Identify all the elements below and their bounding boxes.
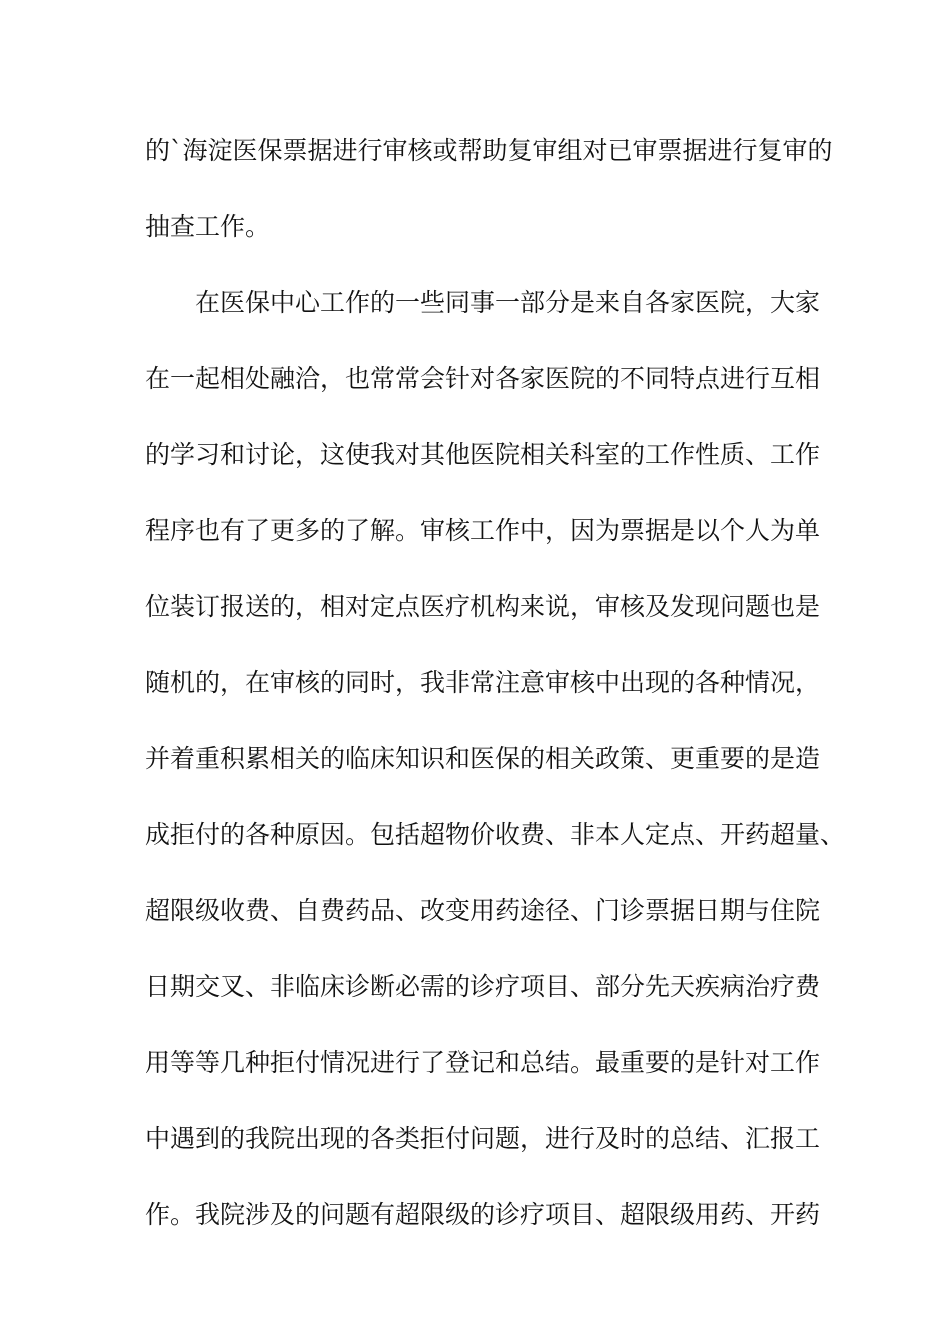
text-line: 超限级收费、自费药品、改变用药途径、门诊票据日期与住院 (145, 896, 821, 925)
document-body (145, 132, 846, 1272)
text-line: 在一起相处融洽，也常常会针对各家医院的不同特点进行互相 (145, 364, 821, 393)
text-line: 作。我院涉及的问题有超限级的诊疗项目、超限级用药、开药 (145, 1200, 821, 1229)
paragraph-start-line: 在医保中心工作的一些同事一部分是来自各家医院，大家 (195, 288, 821, 317)
text-line: 程序也有了更多的了解。审核工作中，因为票据是以个人为单 (145, 516, 821, 545)
text-line: 中遇到的我院出现的各类拒付问题，进行及时的总结、汇报工 (145, 1124, 821, 1153)
text-line: 的`海淀医保票据进行审核或帮助复审组对已审票据进行复审的 (145, 136, 833, 165)
text-line: 抽查工作。 (145, 212, 271, 241)
text-line: 位装订报送的，相对定点医疗机构来说，审核及发现问题也是 (145, 592, 821, 621)
text-line: 日期交叉、非临床诊断必需的诊疗项目、部分先天疾病治疗费 (145, 972, 821, 1001)
text-line: 用等等几种拒付情况进行了登记和总结。最重要的是针对工作 (145, 1048, 821, 1077)
text-line: 成拒付的各种原因。包括超物价收费、非本人定点、开药超量、 (145, 820, 846, 849)
text-line: 随机的，在审核的同时，我非常注意审核中出现的各种情况， (145, 668, 821, 697)
text-line: 并着重积累相关的临床知识和医保的相关政策、更重要的是造 (145, 744, 821, 773)
text-line: 的学习和讨论，这使我对其他医院相关科室的工作性质、工作 (145, 440, 821, 469)
